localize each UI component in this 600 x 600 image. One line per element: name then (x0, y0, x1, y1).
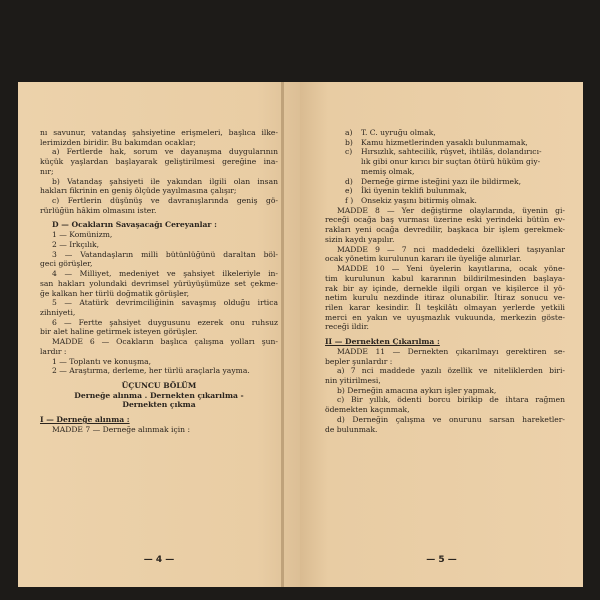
text-line: MADDE 8 — Yer değiştirme olaylarında, üyenin gi- (337, 205, 565, 215)
text-line: sizin kaydı yapılır. (325, 234, 395, 244)
text-line: nin yitirilmesi, (325, 375, 381, 385)
left-page (18, 82, 300, 587)
text-line: bir alet haline getirmek isteyen görüşler. (40, 327, 198, 337)
text-line: d) Derneğin çalışma ve onurunu sarsan hareketler- (337, 414, 565, 424)
text-line: de bulunmak. (325, 424, 378, 434)
text-line: MADDE 7 — Derneğe alınmak için : (52, 424, 191, 434)
section-title: ÜÇUNCU BÖLÜM (121, 380, 197, 390)
text-line: geci görüşler, (40, 259, 93, 269)
text-line: MADDE 10 — Yeni üyelerin kayıtlarına, ocak yöne- (337, 264, 565, 274)
list-item: d) Derneğe girme isteğini yazı ile bildirmek, (345, 176, 522, 186)
text-line: lerimizden biridir. Bu bakımdan ocaklar; (40, 137, 196, 147)
text-line: ğe kalkan her türlü doğmatik görüşler, (40, 288, 189, 298)
page-number: — 5 — (426, 555, 457, 565)
book-gutter (281, 82, 284, 587)
text-line: nır; (40, 166, 54, 176)
text-line: a) Fertlerde hak, sorum ve dayanışma duygularının (52, 147, 278, 157)
list-item: b) Kamu hizmetlerinden yasaklı bulunmamak, (345, 137, 528, 147)
right-page (300, 82, 583, 587)
text-line: 1 — Toplantı ve konuşma, (52, 356, 152, 366)
text-line: 4 — Milliyet, medeniyet ve şahsiyet ilkeleriyle in- (52, 269, 278, 279)
text-line: c) Bir yıllık, ödenti borcu birikip de ihtara rağmen (337, 395, 565, 405)
book-spread (18, 82, 583, 587)
list-item: f ) Onsekiz yaşını bitirmiş olmak. (345, 196, 477, 206)
subsection-heading: I — Derneğe alınma : (40, 415, 130, 425)
text-line: nı savunur, vatandaş şahsiyetine erişmeleri, başlıca ilke- (40, 128, 278, 137)
text-line: MADDE 6 — Ocakların başlıca çalışma yolları şun- (52, 337, 278, 347)
text-line: 1 — Komünizm, (52, 230, 113, 240)
right-page-text (325, 128, 565, 434)
list-item: memiş olmak, (361, 166, 415, 176)
section-subtitle: Dernekten çıkma (122, 400, 196, 410)
page-number: — 4 — (143, 555, 175, 565)
text-line: tim kurulunun kabul kararının bildirilmesinden başlaya- (325, 273, 565, 283)
text-line: 2 — Irkçılık, (52, 239, 100, 249)
text-line: b) Derneğin amacına aykırı işler yapmak, (337, 385, 497, 395)
text-line: 3 — Vatandaşların milli bütünlüğünü daraltan böl- (52, 249, 278, 259)
text-line: zihniyeti, (40, 307, 76, 317)
text-line: 6 — Fertte şahsiyet duygusunu ezerek onu ruhsuz (52, 317, 278, 327)
text-line: hakları fikrinin en geniş ölçüde yayılmasına çalışır; (40, 186, 237, 196)
text-line: lardır : (40, 346, 67, 356)
section-heading: D — Ocakların Savaşacağı Cereyanlar : (52, 220, 217, 230)
text-line: receği ildir. (325, 322, 369, 332)
text-line: rürlüğün hâkim olmasını ister. (40, 205, 157, 215)
text-line: merci en yakın ve uyuşmazlık vukuunda, merkezin göste- (325, 312, 565, 322)
section-subtitle: Derneğe alınma . Dernekten çıkarılma - (74, 390, 244, 400)
text-line: küçük yaşlardan başlayarak geliştirilmesi gereğine ina- (40, 157, 278, 167)
text-line: receği ocağa baş vurması üzerine eski yerindeki bütün ev- (325, 215, 565, 225)
text-line: 2 — Araştırma, derleme, her türlü araçlarla yayma. (52, 366, 250, 376)
text-line: rak bir ay içinde, dernekle ilgili organ ve kişilerce il yö- (325, 283, 565, 293)
list-item: lık gibi onur kırıcı bir suçtan ötürü hüküm giy- (361, 157, 541, 167)
list-item: e) İki üyenin teklifi bulunmak, (345, 186, 467, 196)
text-line: ocak yönetim kurulunun kararı ile üyeliğe alınırlar. (325, 254, 522, 264)
text-line: rakları yeni ocağa devredilir, başkaca bir işlem gerekmek- (325, 225, 565, 235)
text-line: rilen karar kesindir. İl teşkilâtı olmayan yerlerde yetkili (325, 302, 565, 312)
text-line: bepler şunlardır : (325, 356, 393, 366)
text-line: netim kurulu nezdinde itiraz olunabilir. İtiraz sonucu ve- (325, 293, 565, 303)
text-line: MADDE 11 — Dernekten çıkarılmayı gerektiren se- (337, 346, 565, 356)
subsection-heading: II — Dernekten Çıkarılma : (325, 337, 440, 347)
text-line: san hakları yolundaki devrimsel yürüyüşümüze set çekme- (40, 278, 278, 288)
text-line: MADDE 9 — 7 nci maddedeki özellikleri taşıyanlar (337, 244, 565, 254)
text-line: 5 — Atatürk devrimciliğinin savaşmış olduğu irtica (52, 298, 278, 308)
text-line: ödemekten kaçınmak, (325, 405, 410, 415)
text-line: a) 7 nci maddede yazılı özellik ve niteliklerden biri- (337, 366, 565, 376)
left-page-text (40, 128, 278, 435)
text-line: c) Fertlerin düşünüş ve davranışlarında geniş gö- (52, 196, 278, 206)
list-item: a) T. C. uyruğu olmak, (345, 128, 436, 137)
text-line: b) Vatandaş şahsiyeti ile yakından ilgili olan insan (52, 176, 278, 186)
list-item: c) Hırsızlık, sahtecilik, rüşvet, ihtilâs, dolandırıcı- (345, 147, 542, 157)
